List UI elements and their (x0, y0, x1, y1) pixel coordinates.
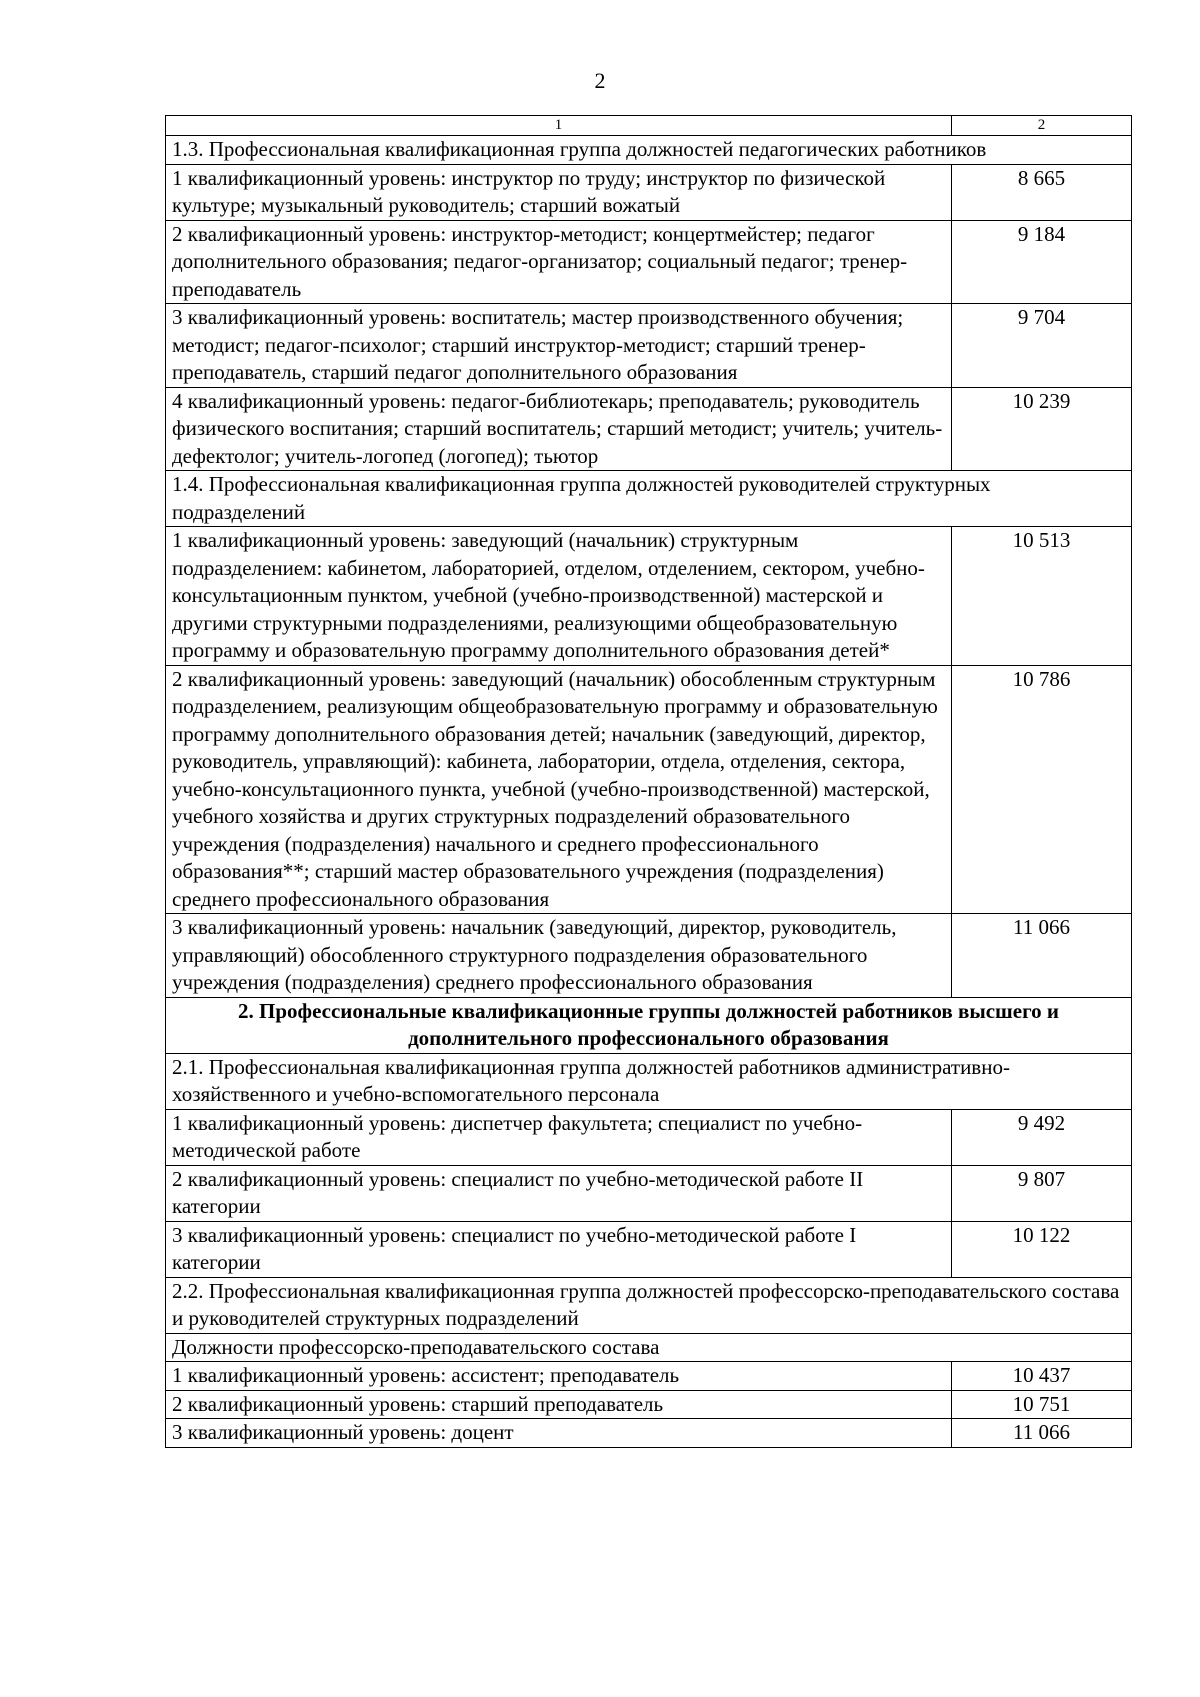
salary-value: 10 751 (952, 1390, 1132, 1419)
table-row (166, 1333, 1132, 1362)
table-row (166, 471, 1132, 527)
position-description: 2 квалификационный уровень: заведующий (начальник) обособленным структурным подразделением, реализующим общеобразовательную программу и образовательную программу дополнительного образования детей; начальник (заведующий, директор, руководитель, управляющий): кабинета, лаборатории, отдела, отделения, сектора, учебно-консультационного пункта, учебной (учебно-производственной) мастерской, учебного хозяйства и других структурных подразделений образовательного учреждения (подразделения) начального и среднего профессионального образования**; старший мастер образовательного учреждения (подразделения) среднего профессионального образования (166, 665, 952, 914)
salary-value: 10 437 (952, 1362, 1132, 1391)
table-row (166, 1053, 1132, 1109)
page-number: 2 (594, 68, 606, 93)
salary-value: 9 704 (952, 304, 1132, 388)
position-description: 3 квалификационный уровень: начальник (заведующий, директор, руководитель, управляющий) обособленного структурного подразделения образовательного учреждения (подразделения) среднего профессионального образования (166, 914, 952, 998)
table-row (166, 527, 1132, 666)
column-header-1: 1 (166, 116, 952, 136)
table-row (166, 164, 1132, 220)
salary-value: 10 513 (952, 527, 1132, 666)
salary-table (165, 115, 1132, 1448)
section-heading: 2.2. Профессиональная квалификационная группа должностей профессорско-преподавательского состава и руководителей структурных подразделений (166, 1277, 1132, 1333)
salary-value: 8 665 (952, 164, 1132, 220)
position-description: 2 квалификационный уровень: инструктор-методист; концертмейстер; педагог дополнительного образования; педагог-организатор; социальный педагог; тренер-преподаватель (166, 220, 952, 304)
salary-value: 11 066 (952, 914, 1132, 998)
table-body (166, 116, 1132, 1448)
position-description: 3 квалификационный уровень: воспитатель; мастер производственного обучения; методист; педагог-психолог; старший инструктор-методист; старший тренер-преподаватель, старший педагог дополнительного образования (166, 304, 952, 388)
position-description: 1 квалификационный уровень: диспетчер факультета; специалист по учебно-методической работе (166, 1109, 952, 1165)
position-description: 4 квалификационный уровень: педагог-библиотекарь; преподаватель; руководитель физического воспитания; старший воспитатель; старший методист; учитель; учитель-дефектолог; учитель-логопед (логопед); тьютор (166, 387, 952, 471)
table-row (166, 1221, 1132, 1277)
position-description: 2 квалификационный уровень: специалист по учебно-методической работе II категории (166, 1165, 952, 1221)
table-row (166, 387, 1132, 471)
position-description: 1 квалификационный уровень: ассистент; преподаватель (166, 1362, 952, 1391)
group-heading: 2. Профессиональные квалификационные группы должностей работников высшего и дополнительного профессионального образования (166, 997, 1132, 1053)
salary-value: 10 239 (952, 387, 1132, 471)
position-description: 1 квалификационный уровень: инструктор по труду; инструктор по физической культуре; музыкальный руководитель; старший вожатый (166, 164, 952, 220)
section-heading: 2.1. Профессиональная квалификационная группа должностей работников административно-хозяйственного и учебно-вспомогательного персонала (166, 1053, 1132, 1109)
table-row (166, 1390, 1132, 1419)
table-row (166, 136, 1132, 165)
salary-value: 9 184 (952, 220, 1132, 304)
column-header-2: 2 (952, 116, 1132, 136)
table-row (166, 665, 1132, 914)
section-heading: Должности профессорско-преподавательского состава (166, 1333, 1132, 1362)
table-row (166, 304, 1132, 388)
position-description: 1 квалификационный уровень: заведующий (начальник) структурным подразделением: кабинетом, лабораторией, отделом, отделением, сектором, учебно-консультационным пунктом, учебной (учебно-производственной) мастерской и другими структурными подразделениями, реализующими общеобразовательную программу и образовательную программу дополнительного образования детей* (166, 527, 952, 666)
salary-value: 9 807 (952, 1165, 1132, 1221)
table-row (166, 1362, 1132, 1391)
table-row (166, 1419, 1132, 1448)
salary-value: 9 492 (952, 1109, 1132, 1165)
position-description: 2 квалификационный уровень: старший преподаватель (166, 1390, 952, 1419)
table-row (166, 914, 1132, 998)
table-row (166, 997, 1132, 1053)
table-row (166, 1277, 1132, 1333)
position-description: 3 квалификационный уровень: специалист по учебно-методической работе I категории (166, 1221, 952, 1277)
table-row (166, 1165, 1132, 1221)
section-heading: 1.3. Профессиональная квалификационная группа должностей педагогических работников (166, 136, 1132, 165)
position-description: 3 квалификационный уровень: доцент (166, 1419, 952, 1448)
table-row (166, 1109, 1132, 1165)
section-heading: 1.4. Профессиональная квалификационная группа должностей руководителей структурных подразделений (166, 471, 1132, 527)
salary-value: 10 122 (952, 1221, 1132, 1277)
table-row (166, 220, 1132, 304)
salary-value: 11 066 (952, 1419, 1132, 1448)
salary-value: 10 786 (952, 665, 1132, 914)
column-header-row (166, 116, 1132, 136)
